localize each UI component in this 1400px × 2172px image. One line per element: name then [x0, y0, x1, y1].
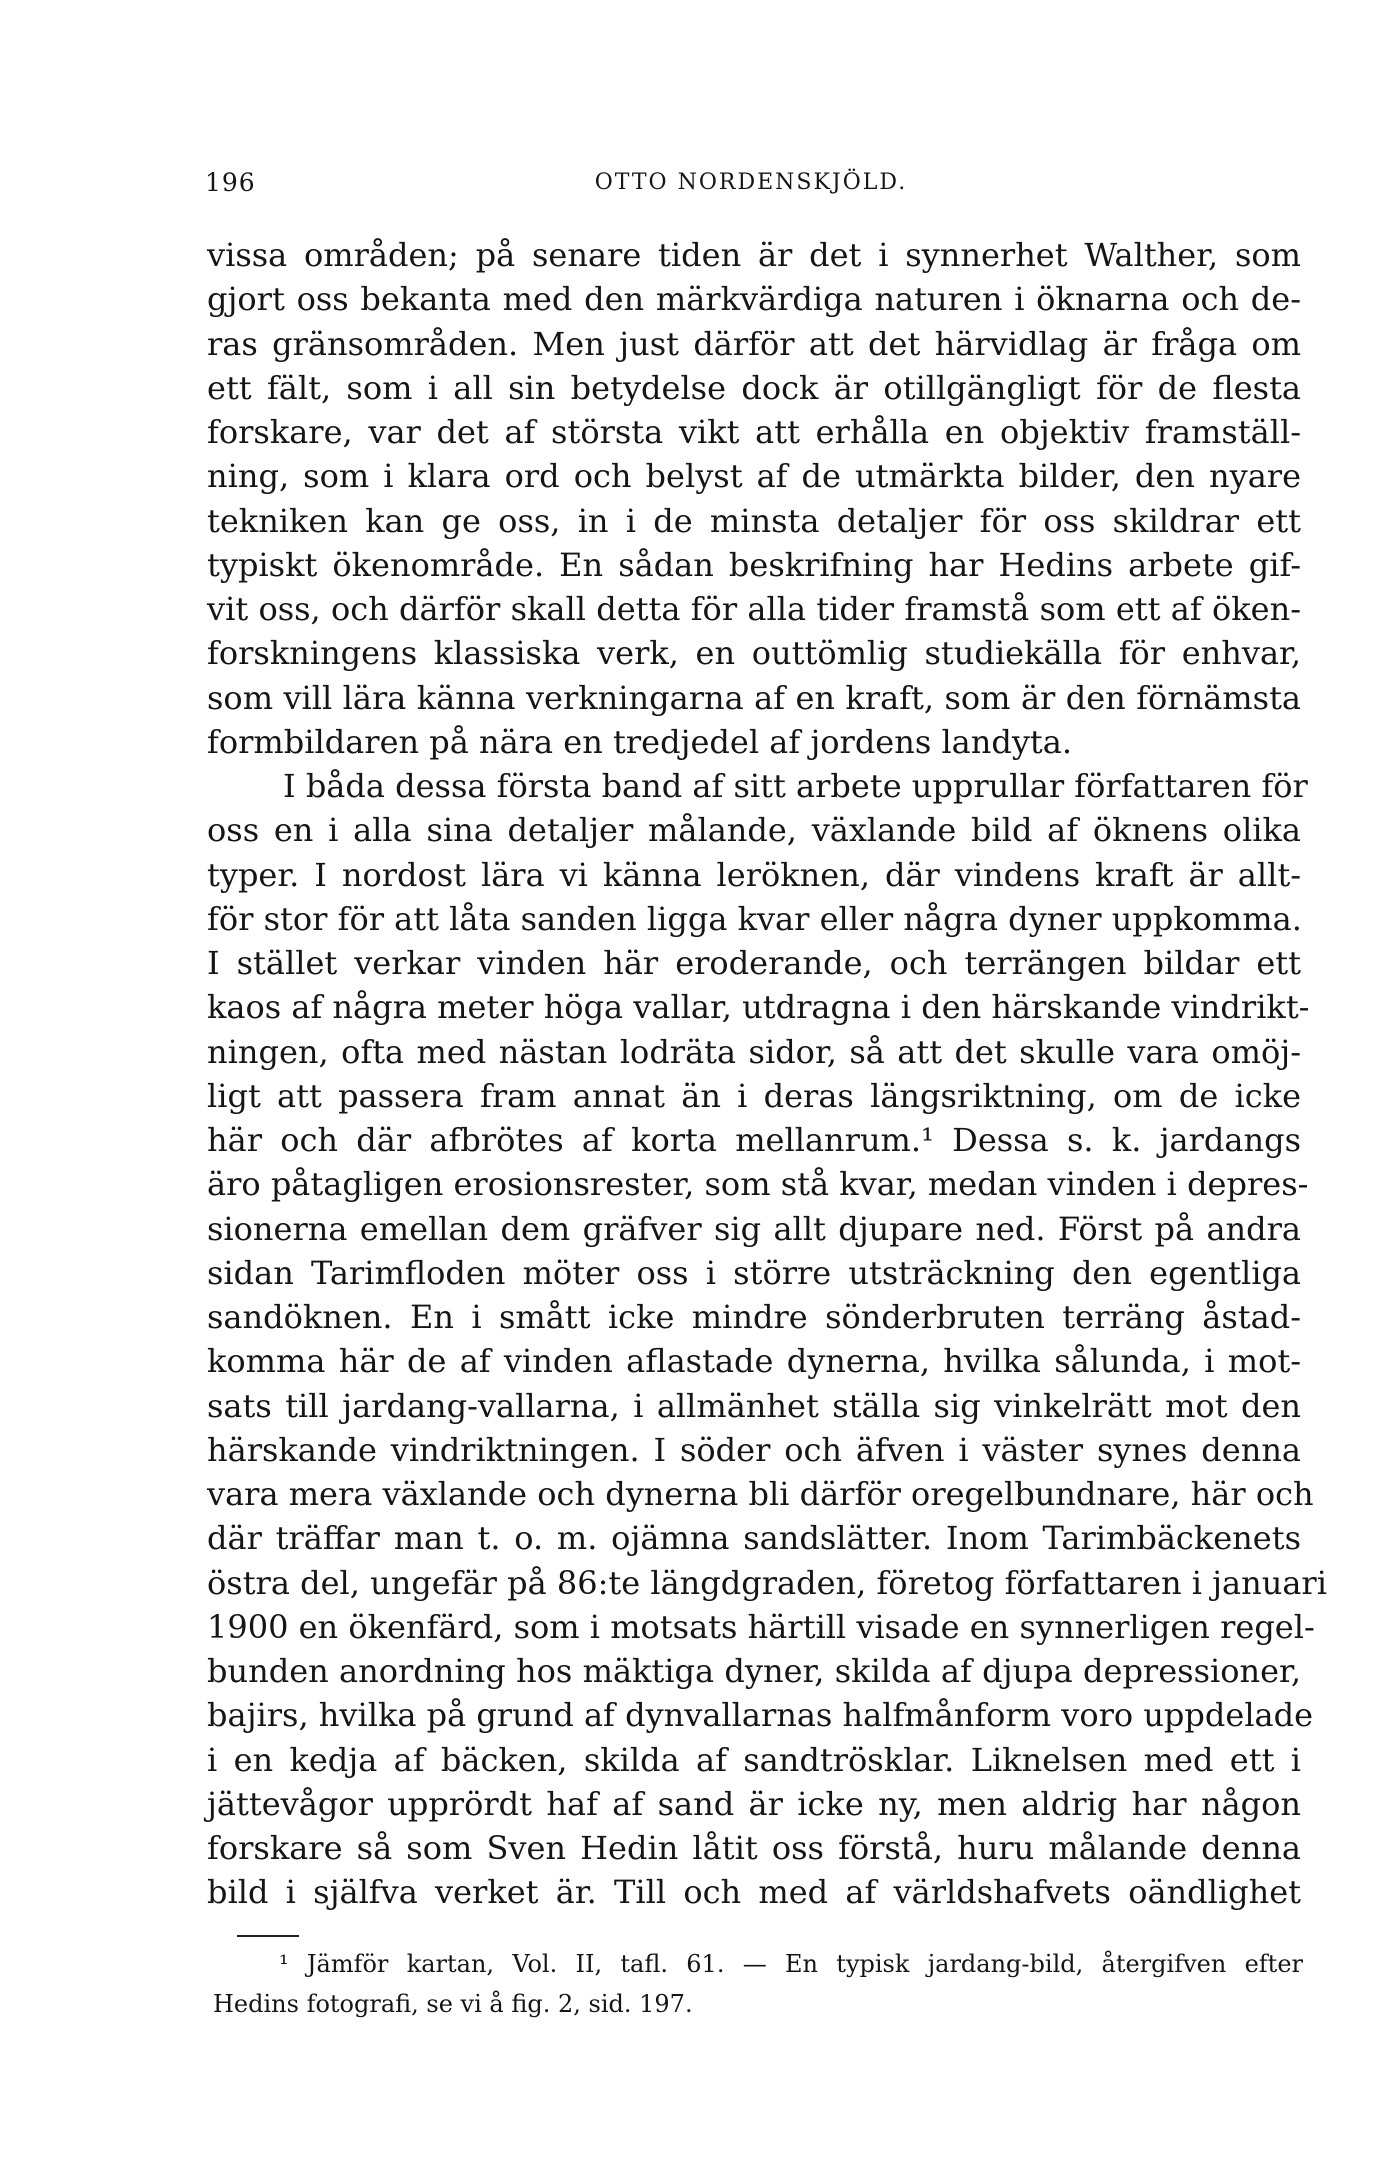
text-line: som vill lära känna verkningarna af en kraft, som är den förnämsta	[207, 678, 1301, 717]
footnote-line: Hedins fotografi, se vi å fig. 2, sid. 197.	[213, 1990, 693, 2018]
text-line: forskare, var det af största vikt att erhålla en objektiv framställ-	[207, 413, 1301, 451]
page-header	[205, 168, 1297, 208]
footnote-line: ¹ Jämför kartan, Vol. II, tafl. 61. — En typisk jardang-bild, återgifven efter	[279, 1950, 1303, 1978]
text-line: ras gränsområden. Men just därför att det härvidlag är fråga om	[207, 324, 1301, 363]
text-line: vara mera växlande och dynerna bli därför oregelbundnare, här och	[207, 1475, 1314, 1513]
text-line: sandöknen. En i smått icke mindre sönderbruten terräng åstad-	[207, 1298, 1301, 1336]
text-line: vissa områden; på senare tiden är det i synnerhet Walther, som	[207, 236, 1301, 274]
text-line: sidan Tarimfloden möter oss i större utsträckning den egentliga	[207, 1253, 1301, 1292]
text-line: jättevågor upprördt haf af sand är icke ny, men aldrig har någon	[207, 1784, 1301, 1823]
text-line: kaos af några meter höga vallar, utdragna i den härskande vindrikt-	[207, 988, 1310, 1027]
text-line: ett fält, som i all sin betydelse dock är otillgängligt för de flesta	[207, 368, 1301, 407]
text-line: 1900 en ökenfärd, som i motsats härtill visade en synnerligen regel-	[207, 1607, 1315, 1646]
text-line: formbildaren på nära en tredjedel af jordens landyta.	[207, 722, 1073, 761]
text-line: i en kedja af bäcken, skilda af sandtrösklar. Liknelsen med ett i	[207, 1740, 1301, 1779]
text-line: oss en i alla sina detaljer målande, växlande bild af öknens olika	[207, 811, 1301, 850]
text-line: forskare så som Sven Hedin låtit oss förstå, huru målande denna	[207, 1829, 1301, 1867]
text-line: gjort oss bekanta med den märkvärdiga naturen i öknarna och de-	[207, 280, 1301, 319]
text-line: här och där afbrötes af korta mellanrum.¹ Dessa s. k. jardangs	[207, 1121, 1301, 1159]
text-line: ningen, ofta med nästan lodräta sidor, så att det skulle vara omöj-	[207, 1032, 1301, 1071]
text-line: forskningens klassiska verk, en outtömlig studiekälla för enhvar,	[207, 634, 1301, 673]
body-text	[207, 233, 1327, 1915]
text-line: där träffar man t. o. m. ojämna sandslätter. Inom Tarimbäckenets	[207, 1519, 1301, 1558]
text-line: äro påtagligen erosionsrester, som stå kvar, medan vinden i depres-	[207, 1165, 1309, 1204]
text-line: I båda dessa första band af sitt arbete upprullar författaren för	[283, 767, 1308, 805]
text-line: sats till jardang-vallarna, i allmänhet ställa sig vinkelrätt mot den	[207, 1386, 1301, 1425]
footnote-divider	[237, 1935, 299, 1937]
text-line: östra del, ungefär på 86:te längdgraden, företog författaren i januari	[207, 1563, 1327, 1602]
text-line: vit oss, och därför skall detta för alla tider framstå som ett af öken-	[207, 590, 1301, 628]
text-line: ning, som i klara ord och belyst af de utmärkta bilder, den nyare	[207, 457, 1301, 496]
text-line: härskande vindriktningen. I söder och äfven i väster synes denna	[207, 1430, 1301, 1469]
text-line: tekniken kan ge oss, in i de minsta detaljer för oss skildrar ett	[207, 501, 1301, 540]
text-line: komma här de af vinden aflastade dynerna, hvilka sålunda, i mot-	[207, 1342, 1301, 1381]
text-line: bild i själfva verket är. Till och med af världshafvets oändlighet	[207, 1873, 1301, 1912]
page-number: 196	[205, 168, 256, 197]
text-line: typiskt ökenområde. En sådan beskrifning har Hedins arbete gif-	[207, 545, 1301, 584]
text-line: typer. I nordost lära vi känna leröknen, där vindens kraft är allt-	[207, 855, 1301, 894]
text-line: ligt att passera fram annat än i deras längsriktning, om de icke	[207, 1076, 1301, 1115]
footnotes	[213, 1944, 1303, 2024]
text-line: bajirs, hvilka på grund af dynvallarnas halfmånform voro uppdelade	[207, 1696, 1314, 1735]
text-line: sionerna emellan dem gräfver sig allt djupare ned. Först på andra	[207, 1209, 1301, 1248]
text-line: bunden anordning hos mäktiga dyner, skilda af djupa depressioner,	[207, 1652, 1301, 1690]
text-line: I stället verkar vinden här eroderande, och terrängen bildar ett	[207, 944, 1301, 982]
running-head: OTTO NORDENSKJÖLD.	[594, 170, 908, 195]
text-line: för stor för att låta sanden ligga kvar eller några dyner uppkomma.	[207, 899, 1302, 938]
